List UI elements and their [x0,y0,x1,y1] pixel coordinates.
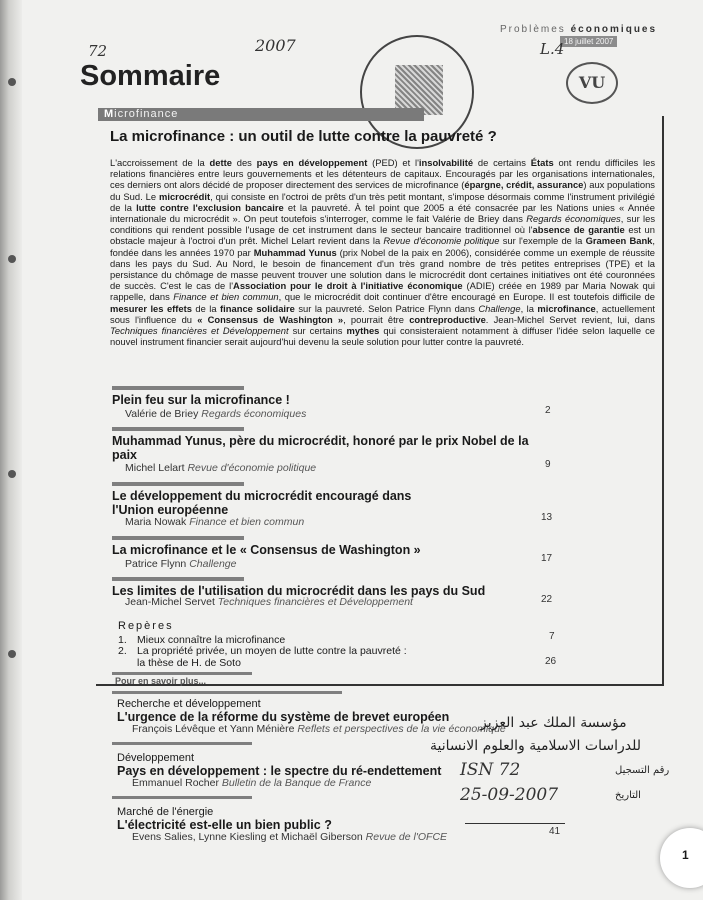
handwritten-year: 2007 [255,36,296,55]
page-number: 1 [682,848,689,862]
further-author: Evens Salies, Lynne Kiesling et Michaël Giberson Revue de l'OFCE [132,831,448,843]
further-author: François Lévêque et Yann Ménière Reflets et perspectives de la vie économique [132,723,506,735]
page-title: Sommaire [80,60,221,92]
article-author: Jean-Michel Servet Techniques financières et Développement [125,596,413,608]
library-stamp-line2: للدراسات الاسلامية والعلوم الانسانية [430,738,641,754]
library-stamp-line1: مؤسسة الملك عبد العزيز [480,715,627,731]
page-number-tab [660,828,703,888]
reperes-item[interactable]: Mieux connaître la microfinance [137,634,286,646]
section-rule [112,796,252,799]
article-title[interactable]: Le développement du microcrédit encouragé dans l'Union européenne [112,489,412,517]
article-author: Michel Lelart Revue d'économie politique [125,462,317,474]
date-value: 25-09-2007 [460,785,559,805]
article-rule [112,577,244,581]
registration-label: رقم التسجيل [615,765,670,776]
reperes-number: 2. [118,645,127,657]
section-rule [112,691,342,694]
article-title[interactable]: Muhammad Yunus, père du microcrédit, honoré par le prix Nobel de la paix [112,434,529,462]
article-page: 9 [545,459,551,470]
binding-shadow [0,0,22,900]
reperes-heading: Repères [118,620,174,632]
left-punch-mark [8,255,16,263]
article-page: 17 [541,553,553,564]
dossier-introduction: L'accroissement de la dette des pays en développement (PED) et l'insolvabilité de certains États ont rendu difficiles les relations financières entre leurs gouvernements et les détenteurs de capitaux. Encouragés par les organisations internationales, ces derniers ont alors décidé de proposer directement des services de microfinance (épargne, crédit, assurance) aux populations du Sud. Le microcrédit, qui consiste en l'octroi de prêts d'un très petit montant, s'impose désormais comme l'instrument privilégié de la lutte contre l'exclusion bancaire et la pauvreté. À tel point que 2005 a été consacrée par les Nations unies « Année internationale du microcrédit ». On peut toutefois s'interroger, comme le fait Valérie de Briey dans Regards économiques, sur les conditions qui rendent possible l'usage de cet instrument dans le secteur bancaire traditionnel où l'absence de garantie est un obstacle majeur à l'octroi d'un prêt. Michel Lelart revient dans la Revue d'économie politique sur l'exemple de la Grameen Bank, fondée dans les années 1970 par Muhammad Yunus (prix Nobel de la paix en 2006), considérée comme un exemple de réussite dans les pays du Sud. Au Nord, le besoin de financement d'un très grand nombre de très petites entreprises (TPE) et la persistance du chômage de masse peuvent trouver une solution dans le microcrédit dont certaines initiatives ont été couronnées de succès. C'est le cas de l'Association pour le droit à l'initiative économique (ADIE) créée en 1989 par Maria Nowak qui rappelle, dans Finance et bien commun, que le microcrédit doit continuer d'être encouragé en Europe. Il est toutefois difficile de mesurer les effets de la finance solidaire sur la pauvreté. Selon Patrice Flynn dans Challenge, la microfinance, actuellement sous l'influence du « Consensus de Washington », pourrait être contreproductive. Jean-Michel Servet revient, lui, dans Techniques financières et Développement sur certains mythes qui consisteraient notamment à diffuser l'idée selon laquelle ce nouvel instrument financier serait aujourd'hui devenu la seule solution pour lutter contre la pauvreté. [110,157,656,348]
dossier-title: La microfinance : un outil de lutte contre la pauvreté ? [110,128,497,145]
article-rule [112,482,244,486]
left-punch-mark [8,78,16,86]
date-label: التاريخ [615,790,641,801]
further-category: Recherche et développement [117,698,261,710]
registration-value: ISN 72 [460,760,521,780]
reperes-item[interactable]: La propriété privée, un moyen de lutte contre la pauvreté : [137,645,407,657]
section-rule [112,672,252,675]
publication-name: Problèmes économiques [500,24,658,35]
article-title[interactable]: Plein feu sur la microfinance ! [112,393,290,407]
further-reading-heading: Pour en savoir plus... [115,676,207,686]
article-author: Valérie de Briey Regards économiques [125,408,307,420]
handwritten-code: L.4 [540,40,565,58]
section-label: Microfinance [98,108,424,121]
further-page: 41 [549,826,561,837]
further-title[interactable]: L'urgence de la réforme du système de brevet européen [117,710,450,724]
section-rule [112,742,252,745]
further-category: Développement [117,752,195,764]
page-rule [465,823,565,824]
further-author: Emmanuel Rocher Bulletin de la Banque de France [132,777,372,789]
article-title[interactable]: Les limites de l'utilisation du microcrédit dans les pays du Sud [112,584,486,598]
article-page: 2 [545,405,551,416]
reperes-item-continued: la thèse de H. de Soto [137,657,241,669]
handwritten-number: 72 [88,42,108,60]
article-rule [112,427,244,431]
further-title[interactable]: L'électricité est-elle un bien public ? [117,818,332,832]
article-author: Maria Nowak Finance et bien commun [125,516,305,528]
reperes-page: 7 [549,631,555,642]
article-author: Patrice Flynn Challenge [125,558,237,570]
issue-date: 18 juillet 2007 [560,36,617,47]
article-page: 13 [541,512,553,523]
article-rule [112,536,244,540]
further-category: Marché de l'énergie [117,806,214,818]
article-title[interactable]: La microfinance et le « Consensus de Washington » [112,543,421,557]
further-title[interactable]: Pays en développement : le spectre du ré-endettement [117,764,442,778]
left-punch-mark [8,650,16,658]
article-rule [112,386,244,390]
reperes-number: 1. [118,634,127,646]
reperes-page: 26 [545,656,557,667]
article-page: 22 [541,594,553,605]
vu-stamp: VU [566,62,618,104]
left-punch-mark [8,470,16,478]
